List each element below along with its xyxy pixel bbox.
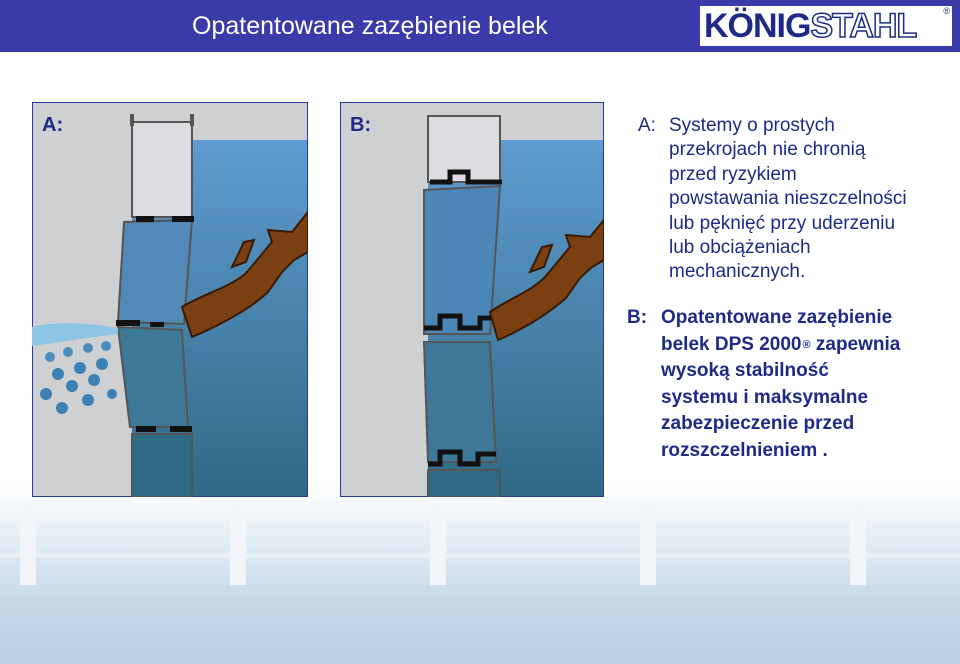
panel-a-drawing <box>32 102 308 497</box>
description-b-line: Opatentowane zazębienie <box>661 307 893 328</box>
description-b-line-tail: zapewnia <box>810 333 901 355</box>
description-b-line: rozszczelnieniem . <box>661 439 828 461</box>
description-a <box>638 114 958 285</box>
registered-mark: ® <box>802 338 811 351</box>
description-b-label: B: <box>627 307 648 328</box>
fence-background-illustration <box>0 505 960 585</box>
panel-b-label: B: <box>350 114 372 136</box>
description-a-line: mechanicznych. <box>669 261 806 283</box>
description-b-line: systemu i maksymalne <box>661 386 869 408</box>
panel-b-drawing <box>340 102 604 497</box>
description-b-body <box>661 305 957 464</box>
panel-b-illustration <box>340 102 616 497</box>
description-b-line <box>661 332 957 359</box>
product-name: belek DPS 2000 <box>661 333 802 355</box>
konigstahl-logo <box>700 6 952 46</box>
description-a-line: przekrojach nie chronią <box>669 139 866 161</box>
description-a-line: lub obciążeniach <box>669 237 811 259</box>
description-b-line: zabezpieczenie przed <box>661 413 855 434</box>
description-b-line: wysoką stabilność <box>661 360 829 381</box>
description-b <box>627 305 957 464</box>
logo-wordmark <box>704 8 916 44</box>
description-a-body <box>669 114 958 285</box>
panel-a-label: A: <box>42 114 64 136</box>
description-a-line: przed ryzykiem <box>669 163 797 185</box>
logo-text-konig: KÖNIG <box>704 7 811 45</box>
page-title: Opatentowane zazębienie belek <box>192 12 548 40</box>
logo-registered-mark: ® <box>943 6 950 16</box>
description-a-line: powstawania nieszczelności <box>669 188 907 210</box>
header-bar <box>0 0 960 52</box>
description-a-label: A: <box>638 115 656 136</box>
panel-a-illustration <box>32 102 308 497</box>
description-a-line: Systemy o prostych <box>669 115 835 136</box>
description-a-line: lub pęknięć przy uderzeniu <box>669 212 896 234</box>
logo-text-stahl: STAHL <box>810 7 917 45</box>
